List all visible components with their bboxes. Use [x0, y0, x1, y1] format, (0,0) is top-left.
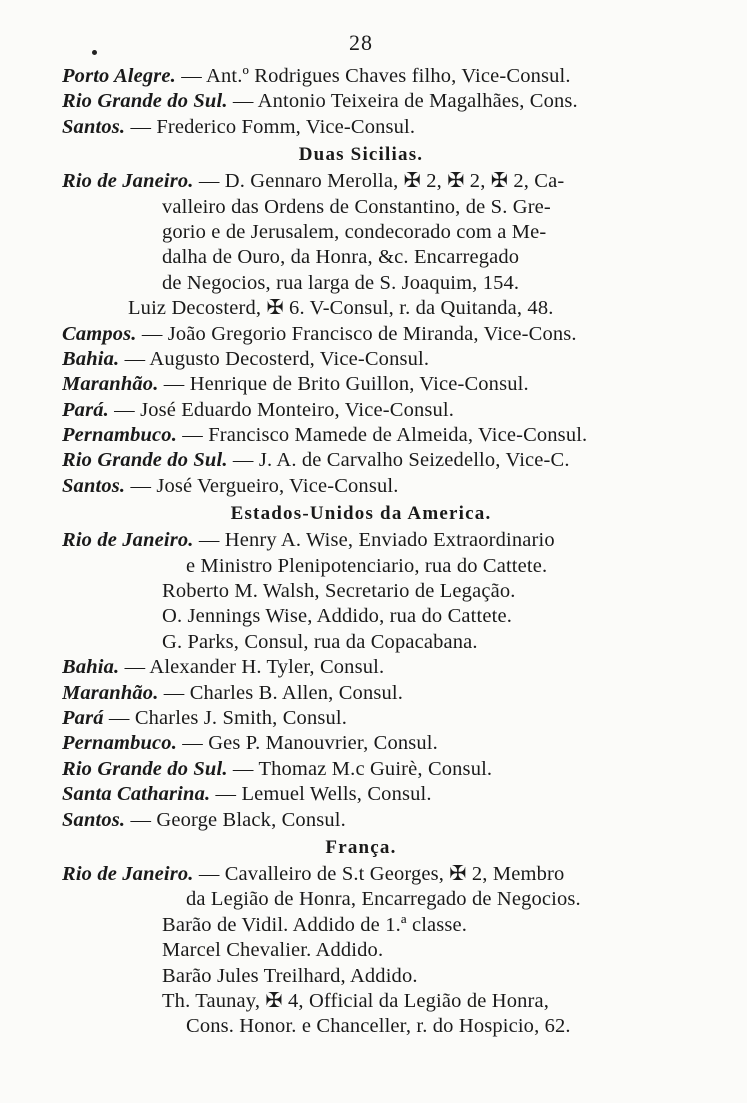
text-line — [62, 115, 660, 140]
entry-text: — Ant.º Rodrigues Chaves filho, Vice-Consul. — [181, 65, 571, 87]
entry-text: — Frederico Fomm, Vice-Consul. — [130, 115, 416, 138]
text-line — [62, 706, 660, 731]
entry-text: — Henrique de Brito Guillon, Vice-Consul. — [163, 373, 529, 396]
text-line — [62, 169, 660, 194]
entry-text: Marcel Chevalier. Addido. — [162, 939, 384, 962]
entry-text: — Cavalleiro de S.t Georges, ✠ 2, Membro — [198, 862, 565, 885]
text-line — [62, 913, 660, 938]
text-line — [62, 195, 660, 220]
entry-text: — J. A. de Carvalho Seizedello, Vice-C. — [232, 449, 570, 472]
text-line — [62, 938, 660, 963]
entry-text: — José Eduardo Monteiro, Vice-Consul. — [114, 398, 455, 421]
entry-text: e Ministro Plenipotenciario, rua do Cattete. — [186, 554, 548, 577]
text-line — [62, 1014, 660, 1039]
text-line — [62, 808, 660, 833]
text-line — [62, 448, 660, 473]
location-label: Santos. — [62, 115, 126, 138]
entry-text: — D. Gennaro Merolla, ✠ 2, ✠ 2, ✠ 2, Ca- — [198, 170, 565, 193]
entry-text: — Henry A. Wise, Enviado Extraordinario — [198, 529, 555, 552]
text-line — [62, 423, 660, 448]
text-line — [62, 220, 660, 245]
location-label: Pará. — [62, 398, 109, 421]
location-label: Pernambuco. — [62, 424, 177, 447]
text-line — [62, 474, 660, 499]
section-heading: Estados-Unidos da America. — [230, 503, 492, 525]
location-label: Pernambuco. — [62, 732, 177, 755]
entry-text: — Francisco Mamede de Almeida, Vice-Consul. — [182, 424, 588, 447]
text-line — [62, 554, 660, 579]
location-label: Bahia. — [62, 656, 120, 679]
location-label: Maranhão. — [62, 373, 159, 396]
entry-text: — Lemuel Wells, Consul. — [215, 783, 432, 806]
entry-text: valleiro das Ordens de Constantino, de S. Gre- — [162, 195, 551, 218]
entry-text: gorio e de Jerusalem, condecorado com a Me- — [162, 220, 547, 243]
entry-text: — Charles J. Smith, Consul. — [108, 706, 347, 729]
location-label: Santa Catharina. — [62, 783, 211, 806]
text-line — [62, 604, 660, 629]
entry-text: dalha de Ouro, da Honra, &c. Encarregado — [162, 246, 520, 269]
location-label: Pará — [62, 706, 104, 729]
document-page — [62, 30, 660, 1040]
entry-text: — George Black, Consul. — [130, 808, 346, 831]
entry-text: Barão de Vidil. Addido de 1.ª classe. — [162, 913, 468, 936]
entry-text: da Legião de Honra, Encarregado de Negocios. — [186, 888, 581, 911]
entry-text: de Negocios, rua larga de S. Joaquim, 154. — [162, 271, 520, 294]
text-line — [62, 347, 660, 372]
entry-text: Luiz Decosterd, ✠ 6. V-Consul, r. da Quitanda, 48. — [128, 297, 554, 320]
location-label: Rio Grande do Sul. — [62, 449, 228, 472]
entry-text: Barão Jules Treilhard, Addido. — [162, 964, 418, 987]
text-line — [62, 372, 660, 397]
document-body — [62, 64, 660, 1040]
entry-text: — Thomaz M.c Guirè, Consul. — [232, 757, 493, 780]
text-line — [62, 579, 660, 604]
text-line — [62, 782, 660, 807]
text-line — [62, 862, 660, 887]
section-heading: Duas Sicilias. — [298, 144, 424, 166]
entry-text: G. Parks, Consul, rua da Copacabana. — [162, 630, 478, 653]
text-line — [62, 398, 660, 423]
location-label: Maranhão. — [62, 681, 159, 704]
text-line — [62, 271, 660, 296]
text-line — [62, 757, 660, 782]
location-label: Porto Alegre. — [62, 65, 176, 87]
entry-text: Cons. Honor. e Chanceller, r. do Hospicio, 62. — [186, 1015, 571, 1038]
entry-text: — Augusto Decosterd, Vice-Consul. — [124, 347, 430, 370]
entry-text: — Antonio Teixeira de Magalhães, Cons. — [232, 90, 578, 113]
location-label: Rio Grande do Sul. — [62, 90, 228, 113]
text-line — [62, 89, 660, 114]
text-line — [62, 296, 660, 321]
entry-text: — Alexander H. Tyler, Consul. — [124, 656, 385, 679]
location-label: Rio de Janeiro. — [62, 170, 194, 193]
location-label: Campos. — [62, 322, 137, 345]
location-label: Rio de Janeiro. — [62, 862, 194, 885]
entry-text: O. Jennings Wise, Addido, rua do Cattete. — [162, 605, 512, 628]
text-line — [62, 64, 660, 89]
location-label: Santos. — [62, 808, 126, 831]
entry-text: Th. Taunay, ✠ 4, Official da Legião de Honra, — [162, 989, 550, 1012]
location-label: Rio de Janeiro. — [62, 529, 194, 552]
text-line — [62, 681, 660, 706]
location-label: Santos. — [62, 474, 126, 497]
entry-text: — José Vergueiro, Vice-Consul. — [130, 474, 399, 497]
entry-text: — Charles B. Allen, Consul. — [163, 681, 403, 704]
text-line — [62, 964, 660, 989]
location-label: Bahia. — [62, 347, 120, 370]
text-line — [62, 245, 660, 270]
text-line — [62, 731, 660, 756]
location-label: Rio Grande do Sul. — [62, 757, 228, 780]
text-line — [62, 887, 660, 912]
entry-text: — João Gregorio Francisco de Miranda, Vice-Cons. — [141, 322, 577, 345]
entry-text: — Ges P. Manouvrier, Consul. — [182, 732, 438, 755]
section-heading: França. — [325, 836, 397, 858]
entry-text: Roberto M. Walsh, Secretario de Legação. — [162, 580, 516, 603]
text-line — [62, 989, 660, 1014]
text-line — [62, 655, 660, 680]
text-line — [62, 528, 660, 553]
text-line — [62, 630, 660, 655]
page-number: 28 — [349, 30, 373, 55]
text-line — [62, 322, 660, 347]
